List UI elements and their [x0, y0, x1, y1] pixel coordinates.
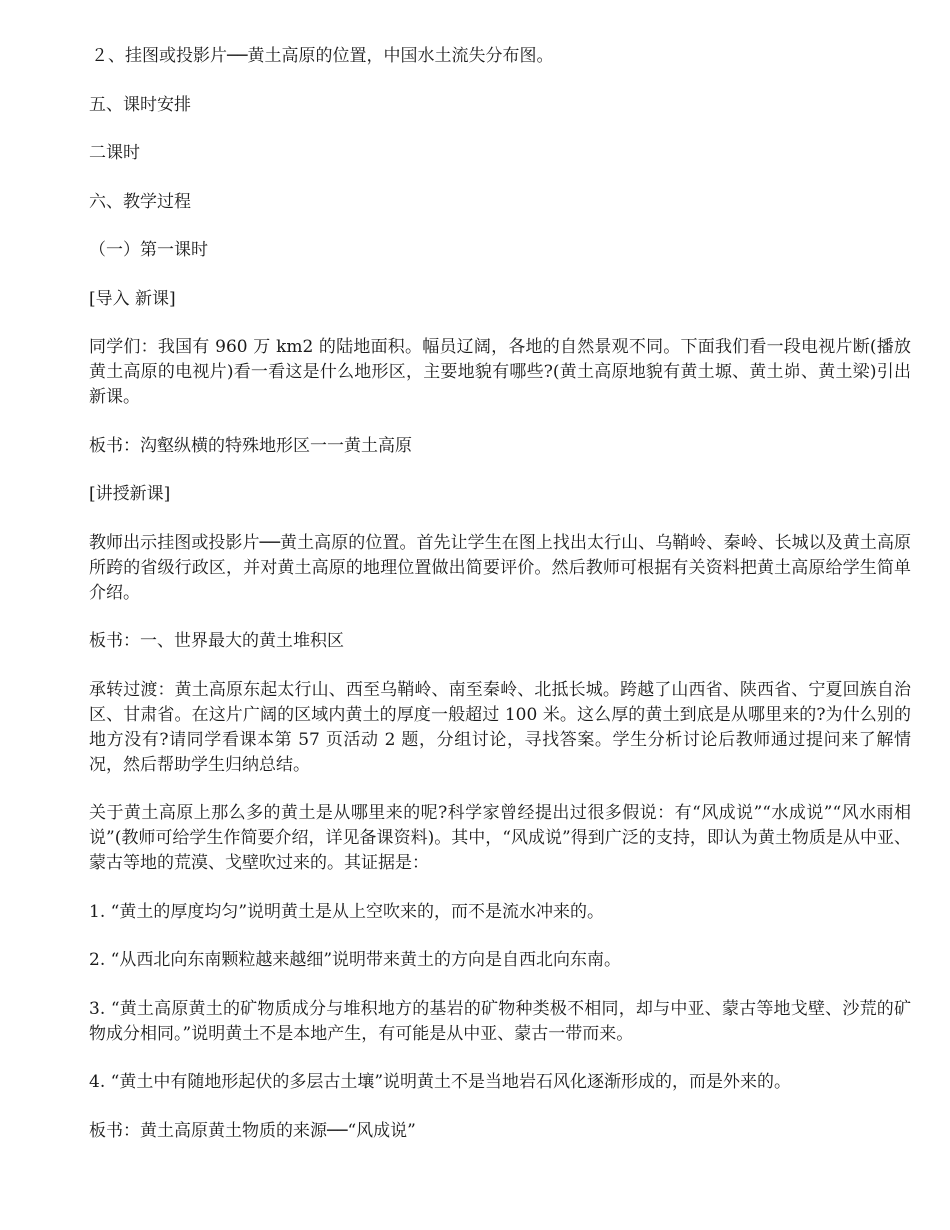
intro-paragraph: 同学们：我国有 960 万 km2 的陆地面积。幅员辽阔，各地的自然景观不同。下面我们看一段电视片断(播放黄土高原的电视片)看一看这是什么地形区，主要地貌有哪些?(黄土高原地貌有黄土塬、黄土峁、黄土梁)引出新课。: [89, 337, 911, 407]
evidence-item-1: 1. “黄土的厚度均匀”说明黄土是从上空吹来的，而不是流水冲来的。: [89, 901, 605, 922]
section-heading-process: 六、教学过程: [89, 191, 191, 212]
blackboard-note-origin: 板书：黄土高原黄土物质的来源──“风成说”: [89, 1120, 416, 1141]
blackboard-note-section-1: 板书：一、世界最大的黄土堆积区: [89, 631, 344, 651]
hypotheses-paragraph: 关于黄土高原上那么多的黄土是从哪里来的呢?科学家曾经提出过很多假说：有“风成说”“水成说”“风水雨相说”(教师可给学生作简要介绍，详见备课资料)。其中，“风成说”得到广泛的支持，即认为黄土物质是从中亚、蒙古等地的荒漠、戈壁吹过来的。其证据是：: [89, 803, 911, 873]
document-body: [89, 44, 911, 1167]
section-heading-schedule: 五、课时安排: [89, 94, 191, 115]
evidence-item-3: 3. “黄土高原黄土的矿物质成分与堆积地方的基岩的矿物种类极不相同，却与中亚、蒙古等地戈壁、沙荒的矿物成分相同。”说明黄土不是本地产生，有可能是从中亚、蒙古一带而来。: [89, 998, 911, 1044]
evidence-item-4: 4. “黄土中有随地形起伏的多层古土壤”说明黄土不是当地岩石风化逐渐形成的，而是外来的。: [89, 1072, 792, 1092]
subsection-heading-first-lesson: （一）第一课时: [89, 240, 208, 260]
evidence-item-2: 2. “从西北向东南颗粒越来越细”说明带来黄土的方向是自西北向东南。: [89, 950, 622, 970]
step-label-intro: [导入 新课]: [89, 288, 176, 309]
transition-paragraph: 承转过渡：黄土高原东起太行山、西至乌鞘岭、南至秦岭、北抵长城。跨越了山西省、陕西省、宁夏回族自治区、甘肃省。在这片广阔的区域内黄土的厚度一般超过 100 米。这么厚的黄土到底是从哪里来的?为什么别的地方没有?请同学看课本第 57 页活动 2 题，分组讨论，寻找答案。学生分析讨论后教师通过提问来了解情况，然后帮助学生归纳总结。: [89, 679, 911, 775]
step-label-new-lesson: [讲授新课]: [89, 484, 171, 504]
materials-item-2: ２、挂图或投影片──黄土高原的位置，中国水土流失分布图。: [91, 46, 554, 66]
blackboard-note-title: 板书：沟壑纵横的特殊地形区一一黄土高原: [89, 435, 412, 456]
schedule-text: 二课时: [89, 143, 140, 163]
teacher-instruction-paragraph: 教师出示挂图或投影片──黄土高原的位置。首先让学生在图上找出太行山、乌鞘岭、秦岭、长城以及黄土高原所跨的省级行政区，并对黄土高原的地理位置做出简要评价。然后教师可根据有关资料把黄土高原给学生简单介绍。: [89, 532, 911, 603]
